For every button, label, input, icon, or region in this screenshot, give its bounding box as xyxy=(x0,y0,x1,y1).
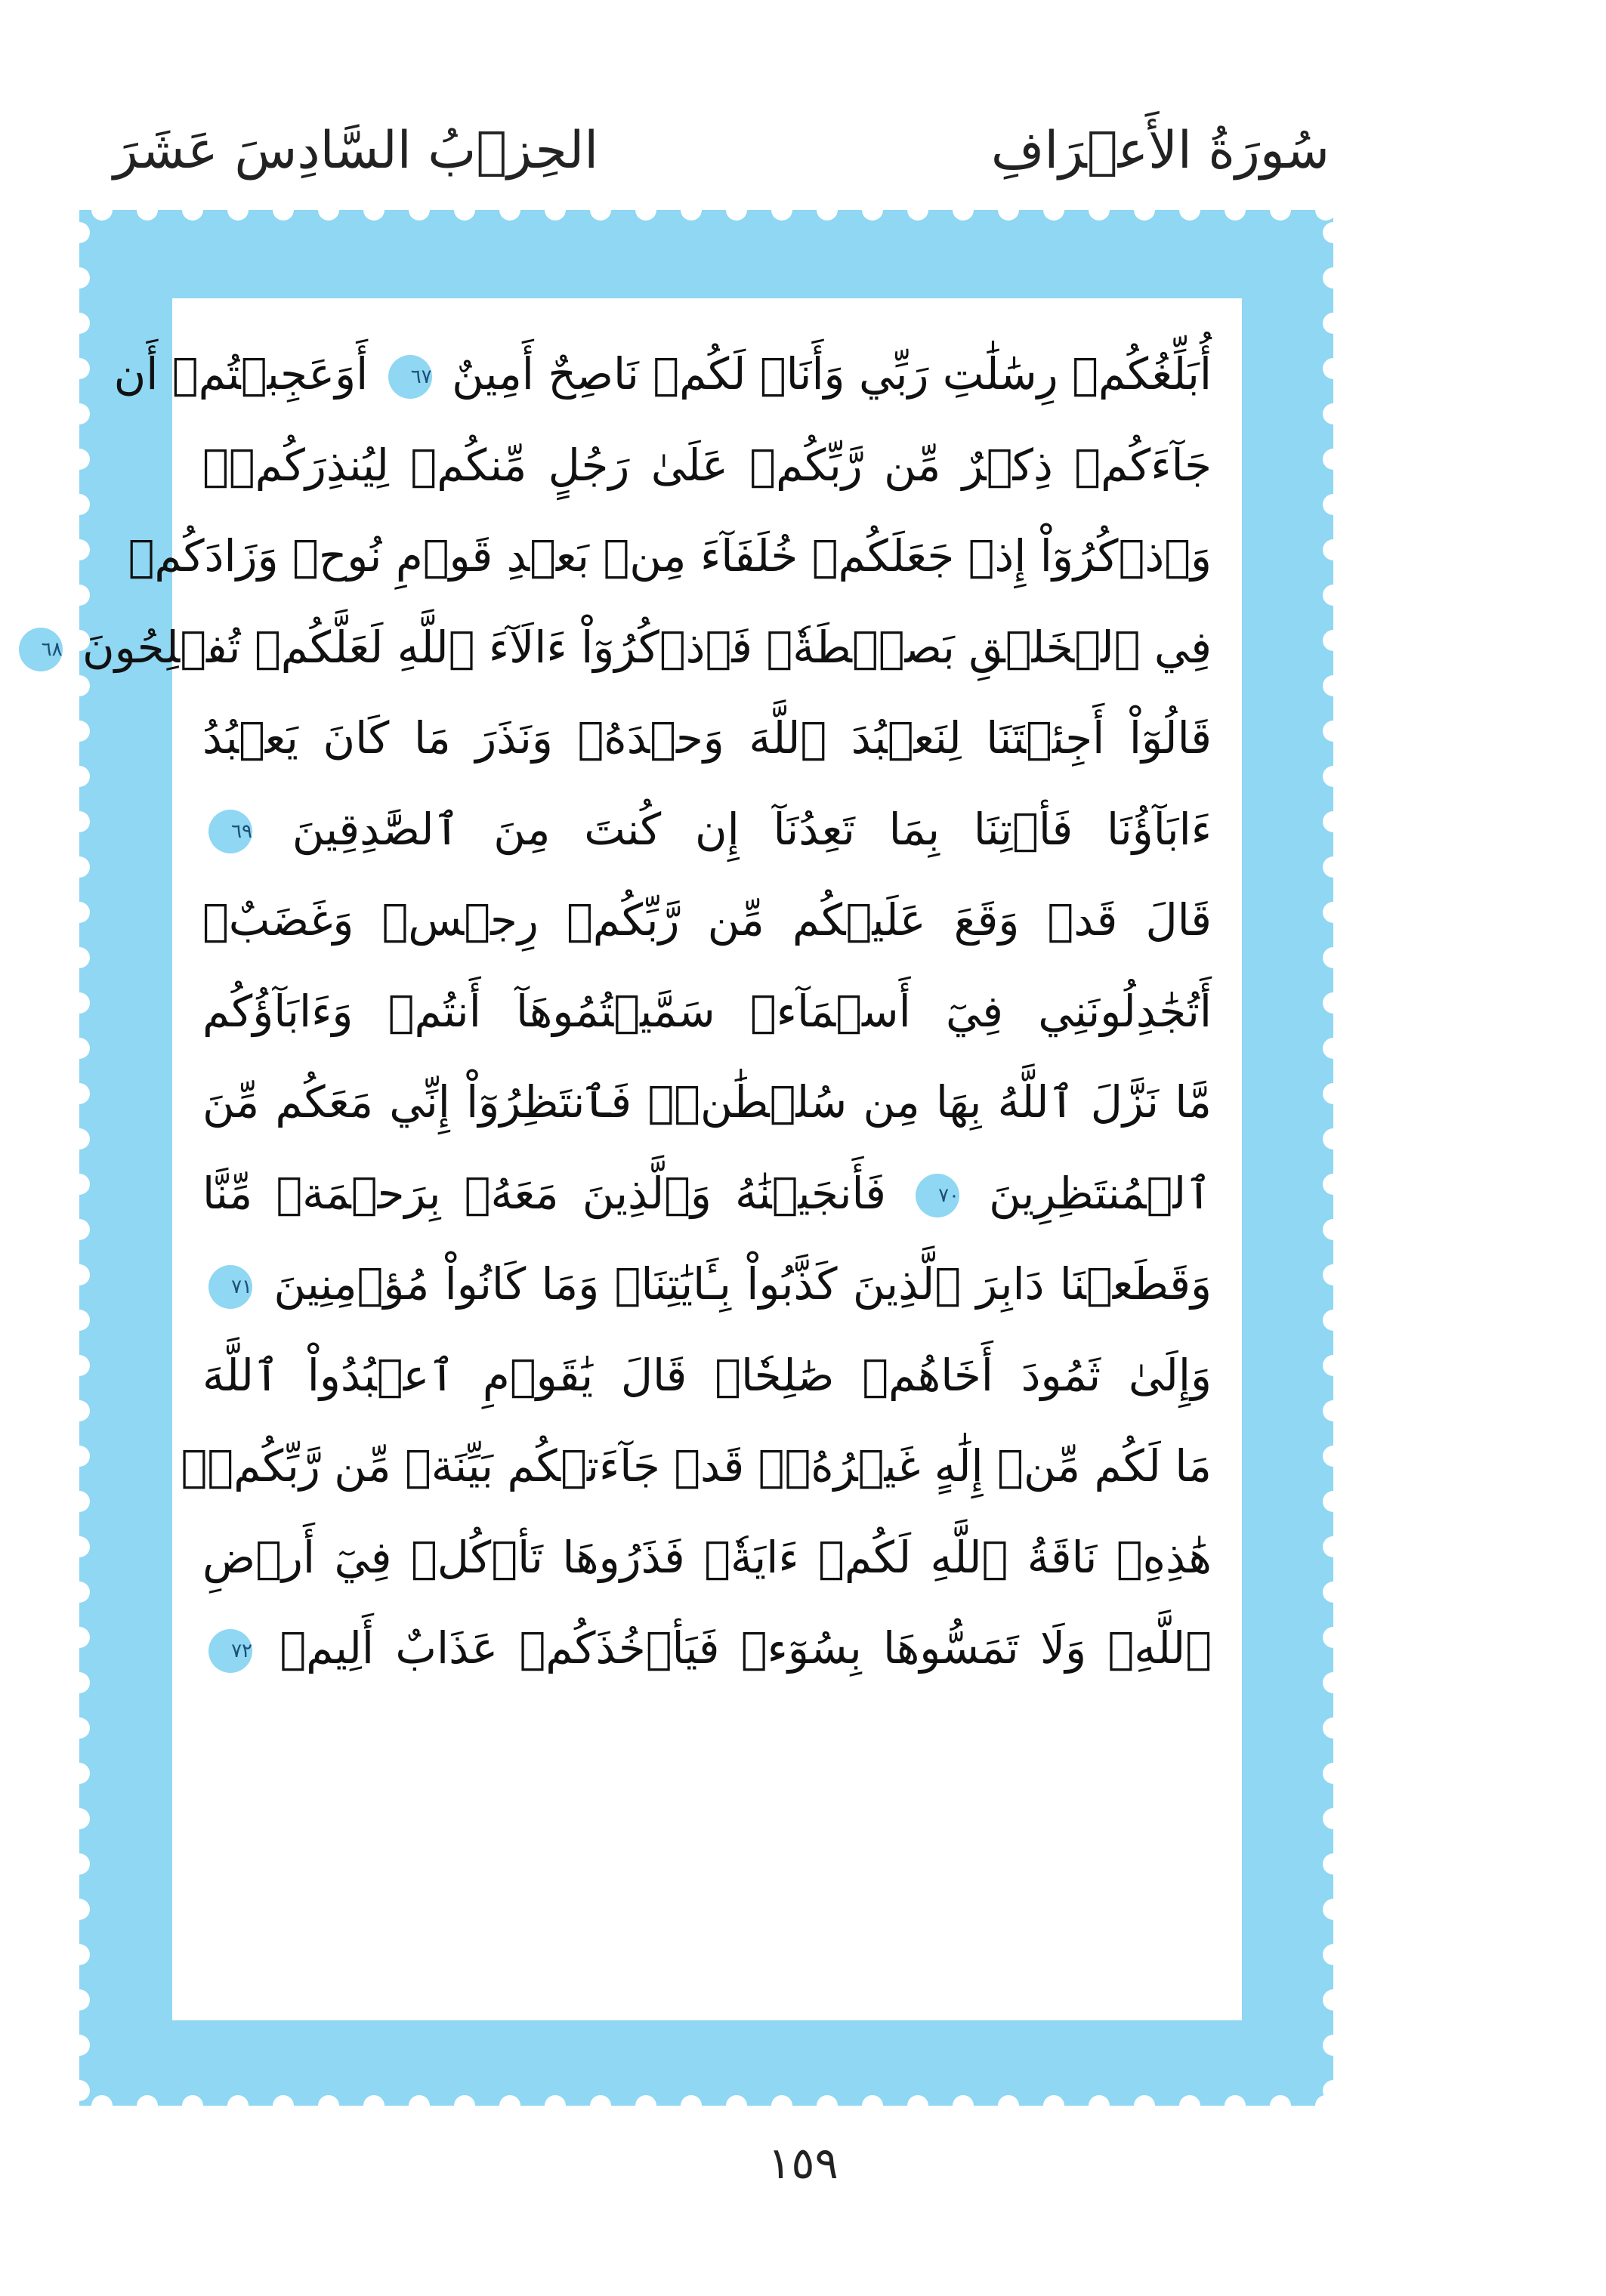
text-panel xyxy=(41,298,1242,2020)
verse-line xyxy=(202,693,1212,784)
verse-text: وَقَطَعۡنَا دَابِرَ ٱلَّذِينَ كَذَّبُواْ بِـَٔايَٰتِنَاۖ وَمَا كَانُواْ مُؤۡمِنِينَ xyxy=(273,1258,1212,1310)
verse-number-marker: ٦٨ xyxy=(19,628,63,671)
surah-name: سُورَةُ الأَعۡرَافِ xyxy=(990,121,1330,181)
verse-text: قَالُوٓاْ أَجِئۡتَنَا لِنَعۡبُدَ ٱللَّهَ وَحۡدَهُۥ وَنَذَرَ مَا كَانَ يَعۡبُدُ xyxy=(202,712,1212,764)
decorative-frame xyxy=(41,210,1333,2106)
verse-text: مَا لَكُم مِّنۡ إِلَٰهٍ غَيۡرُهُۥۖ قَدۡ جَآءَتۡكُم بَيِّنَةٞ مِّن رَّبِّكُمۡۖ xyxy=(181,1440,1212,1492)
verse-text: أَتُجَٰدِلُونَنِي فِيٓ أَسۡمَآءٖ سَمَّيۡتُمُوهَآ أَنتُمۡ وَءَابَآؤُكُم xyxy=(202,985,1212,1037)
verse-line xyxy=(113,329,1212,420)
verse-number-marker: ٧٠ xyxy=(916,1174,959,1217)
verse-line xyxy=(128,511,1212,602)
verse-line xyxy=(202,1148,1212,1239)
verse-text: ٱللَّهِۖ وَلَا تَمَسُّوهَا بِسُوٓءٖ فَيَأۡخُذَكُمۡ عَذَابٌ أَلِيمٞ xyxy=(280,1622,1212,1674)
verse-text: مَّا نَزَّلَ ٱللَّهُ بِهَا مِن سُلۡطَٰنٖۚ فَٱنتَظِرُوٓاْ إِنِّي مَعَكُم مِّنَ xyxy=(202,1076,1212,1128)
verse-line xyxy=(202,420,1212,511)
verse-line xyxy=(41,602,1212,693)
verse-line xyxy=(181,1421,1212,1512)
verse-number-marker: ٦٩ xyxy=(208,810,252,853)
verse-text: ءَابَآؤُنَا فَأۡتِنَا بِمَا تَعِدُنَآ إِن كُنتَ مِنَ ٱلصَّٰدِقِينَ xyxy=(292,803,1212,855)
verse-number-marker: ٧١ xyxy=(208,1265,252,1309)
verse-text-continuation: فَأَنجَيۡنَٰهُ وَٱلَّذِينَ مَعَهُۥ بِرَحۡمَةٖ مِّنَّا xyxy=(202,1167,886,1219)
verse-number-marker: ٧٢ xyxy=(208,1629,252,1673)
page-header xyxy=(113,106,1330,196)
hizb-label: الحِزۡبُ السَّادِسَ عَشَرَ xyxy=(113,121,599,181)
page-number: ١٥٩ xyxy=(767,2137,839,2189)
verse-line xyxy=(202,1057,1212,1148)
verse-line xyxy=(202,1239,1212,1330)
verse-line xyxy=(202,784,1212,875)
verse-text: وَٱذۡكُرُوٓاْ إِذۡ جَعَلَكُمۡ خُلَفَآءَ مِنۢ بَعۡدِ قَوۡمِ نُوحٖ وَزَادَكُمۡ xyxy=(128,530,1212,582)
verse-text-continuation: أَوَعَجِبۡتُمۡ أَن xyxy=(113,348,369,400)
verse-text: هَٰذِهِۦ نَاقَةُ ٱللَّهِ لَكُمۡ ءَايَةٗۖ فَذَرُوهَا تَأۡكُلۡ فِيٓ أَرۡضِ xyxy=(202,1531,1212,1583)
verse-text: قَالَ قَدۡ وَقَعَ عَلَيۡكُم مِّن رَّبِّكُمۡ رِجۡسٞ وَغَضَبٌۖ xyxy=(202,894,1212,946)
verse-line xyxy=(202,966,1212,1057)
verse-text: أُبَلِّغُكُمۡ رِسَٰلَٰتِ رَبِّي وَأَنَا۠ لَكُمۡ نَاصِحٌ أَمِينٌ xyxy=(452,348,1212,400)
verse-text: جَآءَكُمۡ ذِكۡرٌ مِّن رَّبِّكُمۡ عَلَىٰ رَجُلٍ مِّنكُمۡ لِيُنذِرَكُمۡۚ xyxy=(202,439,1212,491)
verse-line xyxy=(202,875,1212,966)
verse-text: فِي ٱلۡخَلۡقِ بَصۜۡطَةٗۖ فَٱذۡكُرُوٓاْ ءَالَآءَ ٱللَّهِ لَعَلَّكُمۡ تُفۡلِحُونَ xyxy=(82,621,1212,673)
verse-line xyxy=(202,1330,1212,1421)
verse-text: وَإِلَىٰ ثَمُودَ أَخَاهُمۡ صَٰلِحٗاۗ قَالَ يَٰقَوۡمِ ٱعۡبُدُواْ ٱللَّهَ xyxy=(202,1349,1212,1401)
verse-line xyxy=(202,1512,1212,1603)
verse-number-marker: ٦٧ xyxy=(388,355,432,399)
verse-lines xyxy=(41,329,1212,1694)
verse-text: ٱلۡمُنتَظِرِينَ xyxy=(989,1167,1212,1219)
verse-line xyxy=(202,1603,1212,1694)
